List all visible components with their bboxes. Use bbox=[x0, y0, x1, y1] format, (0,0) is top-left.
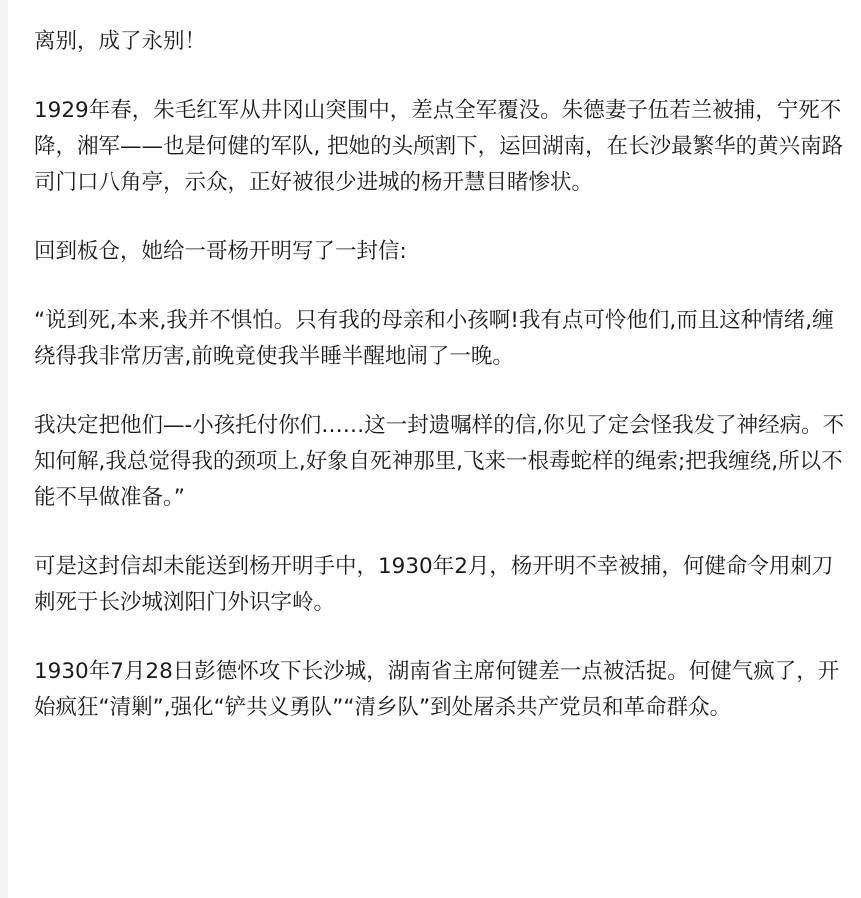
paragraph-2: 1929年春，朱毛红军从井冈山突围中，差点全军覆没。朱德妻子伍若兰被捕，宁死不降，湘军——也是何健的军队, 把她的头颅割下，运回湖南，在长沙最繁华的黄兴南路司门口八角亭，示众，正好被很少进城的杨开慧目睹惨状。 bbox=[34, 98, 844, 195]
paragraph-5-quote: 我决定把他们—-小孩托付你们……这一封遗嘱样的信,你见了定会怪我发了神经病。不知何解,我总觉得我的颈项上,好象自死神那里,飞来一根毒蛇样的绳索;把我缠绕,所以不能不早做准备。” bbox=[34, 413, 845, 510]
paragraph-4-quote: “说到死,本来,我并不惧怕。只有我的母亲和小孩啊!我有点可怜他们,而且这种情绪,缠绕得我非常历害,前晚竟使我半睡半醒地闹了一晚。 bbox=[34, 308, 834, 369]
paragraph-3: 回到板仓，她给一哥杨开明写了一封信: bbox=[34, 239, 407, 264]
paragraph-6: 可是这封信却未能送到杨开明手中，1930年2月，杨开明不幸被捕，何健命令用刺刀刺死于长沙城浏阳门外识字岭。 bbox=[34, 554, 834, 615]
left-margin-strip bbox=[0, 0, 8, 898]
paragraph-1: 离别，成了永别！ bbox=[34, 29, 207, 54]
article-body bbox=[34, 24, 852, 759]
paragraph-7: 1930年7月28日彭德怀攻下长沙城，湖南省主席何键差一点被活捉。何健气疯了，开始疯狂“清剿”,强化“铲共义勇队”“清乡队”到处屠杀共产党员和革命群众。 bbox=[34, 659, 840, 720]
